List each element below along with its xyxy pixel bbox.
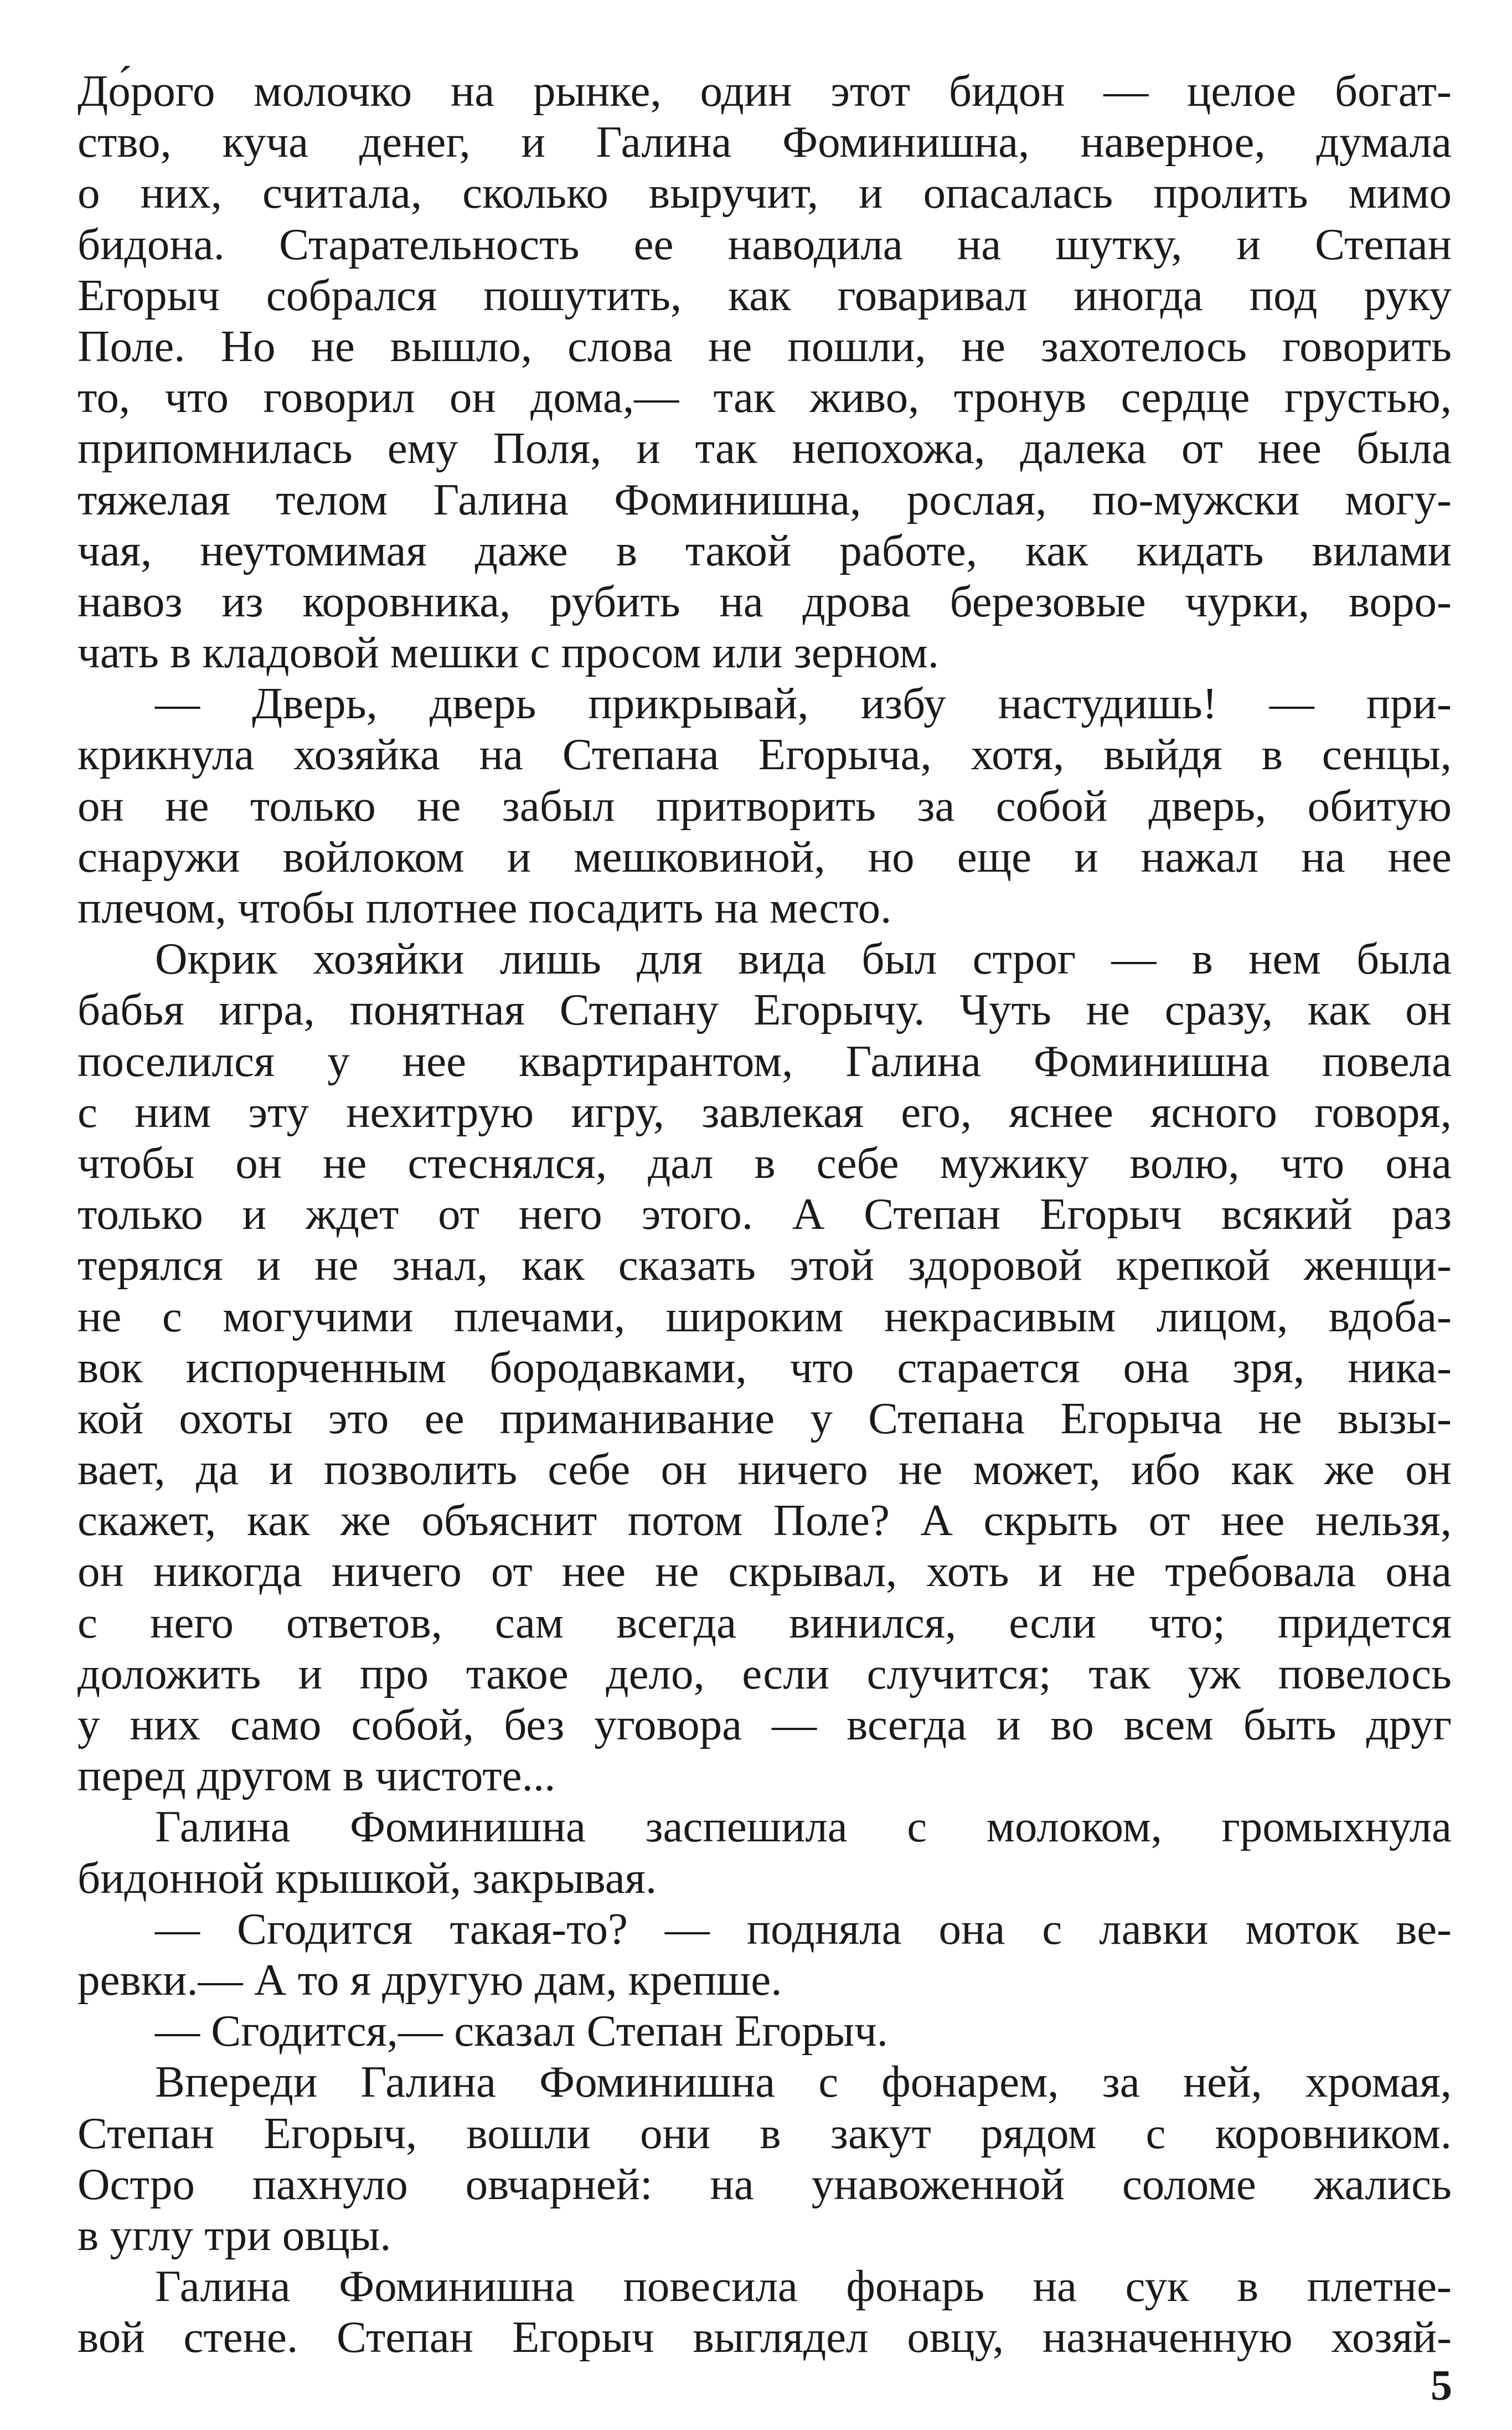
text-line: ревки.— А то я другую дам, крепше.	[78, 1954, 782, 2005]
text-line: вок испорченным бородавками, что старается она зря, ника-	[78, 1342, 1452, 1392]
text-line: плечом, чтобы плотнее посадить на место.	[78, 883, 892, 933]
text-line: навоз из коровника, рубить на дрова березовые чурки, воро-	[78, 576, 1452, 626]
text-line: то, что говорил он дома,— так живо, тронув сердце грустью,	[78, 372, 1452, 423]
text-line: у них само собой, без уговора — всегда и во всем быть друг	[78, 1700, 1452, 1749]
text-line: о них, считала, сколько выручит, и опасалась пролить мимо	[78, 168, 1452, 218]
text-line: крикнула хозяйка на Степана Егорыча, хотя, выйдя в сенцы,	[78, 729, 1452, 780]
text-line: доложить и про такое дело, если случится; так уж повелось	[78, 1648, 1452, 1698]
text-line: кой охоты это ее приманивание у Степана Егорыча не вызы-	[78, 1393, 1452, 1443]
text-line: припомнилась ему Поля, и так непохожа, далека от нее была	[78, 423, 1452, 473]
text-line: бидона. Старательность ее наводила на шутку, и Степан	[78, 219, 1452, 269]
text-line: — Сгодится,— сказал Степан Егорыч.	[155, 2006, 888, 2056]
text-line: Поле. Но не вышло, слова не пошли, не захотелось говорить	[78, 321, 1452, 371]
text-line: До́рого молочко на рынке, один этот бидон — целое богат-	[78, 66, 1452, 116]
body-text	[78, 65, 1452, 2362]
text-line: терялся и не знал, как сказать этой здоровой крепкой женщи-	[78, 1240, 1452, 1290]
text-line: поселился у нее квартирантом, Галина Фоминишна повела	[78, 1036, 1452, 1086]
text-line: ство, куча денег, и Галина Фоминишна, наверное, думала	[78, 117, 1452, 167]
text-line: перед другом в чистоте...	[78, 1751, 556, 1801]
text-line: скажет, как же объяснит потом Поле? А скрыть от нее нельзя,	[78, 1495, 1452, 1546]
text-line: бабья игра, понятная Степану Егорычу. Чуть не сразу, как он	[78, 985, 1452, 1035]
text-line: вает, да и позволить себе он ничего не может, ибо как же он	[78, 1444, 1452, 1495]
text-line: не с могучими плечами, широким некрасивым лицом, вдоба-	[78, 1291, 1452, 1341]
text-line: Окрик хозяйки лишь для вида был строг — в нем была	[155, 934, 1452, 984]
text-line: Галина Фоминишна заспешила с молоком, громыхнула	[155, 1801, 1452, 1852]
text-line: он никогда ничего от нее не скрывал, хоть и не требовала она	[78, 1546, 1452, 1597]
text-line: Егорыч собрался пошутить, как говаривал иногда под руку	[78, 270, 1452, 320]
text-line: вой стене. Степан Егорыч выглядел овцу, назначенную хозяй-	[78, 2312, 1452, 2362]
text-line: он не только не забыл притворить за собой дверь, обитую	[78, 780, 1452, 831]
text-line: Степан Егорыч, вошли они в закут рядом с коровником.	[78, 2108, 1452, 2158]
text-line: Галина Фоминишна повесила фонарь на сук в плетне-	[155, 2261, 1452, 2311]
text-line: чать в кладовой мешки с просом или зерном.	[78, 627, 940, 678]
text-line: чтобы он не стеснялся, дал в себе мужику волю, что она	[78, 1137, 1452, 1188]
text-line: бидонной крышкой, закрывая.	[78, 1852, 657, 1903]
text-line: с него ответов, сам всегда винился, если что; придется	[78, 1597, 1452, 1648]
page-number: 5	[1431, 2361, 1452, 2409]
text-line: в углу три овцы.	[78, 2210, 391, 2260]
text-line: — Сгодится такая-то? — подняла она с лавки моток ве-	[155, 1903, 1452, 1954]
text-line: чая, неутомимая даже в такой работе, как кидать вилами	[78, 525, 1452, 575]
text-line: Впереди Галина Фоминишна с фонарем, за ней, хромая,	[155, 2057, 1452, 2107]
text-line: снаружи войлоком и мешковиной, но еще и нажал на нее	[78, 831, 1452, 882]
text-line: Остро пахнуло овчарней: на унавоженной соломе жались	[78, 2159, 1452, 2209]
text-line: с ним эту нехитрую игру, завлекая его, яснее ясного говоря,	[78, 1087, 1452, 1137]
text-line: — Дверь, дверь прикрывай, избу настудишь! — при-	[155, 678, 1452, 729]
text-line: только и ждет от него этого. А Степан Егорыч всякий раз	[78, 1189, 1452, 1239]
text-line: тяжелая телом Галина Фоминишна, рослая, по-мужски могу-	[78, 474, 1452, 524]
